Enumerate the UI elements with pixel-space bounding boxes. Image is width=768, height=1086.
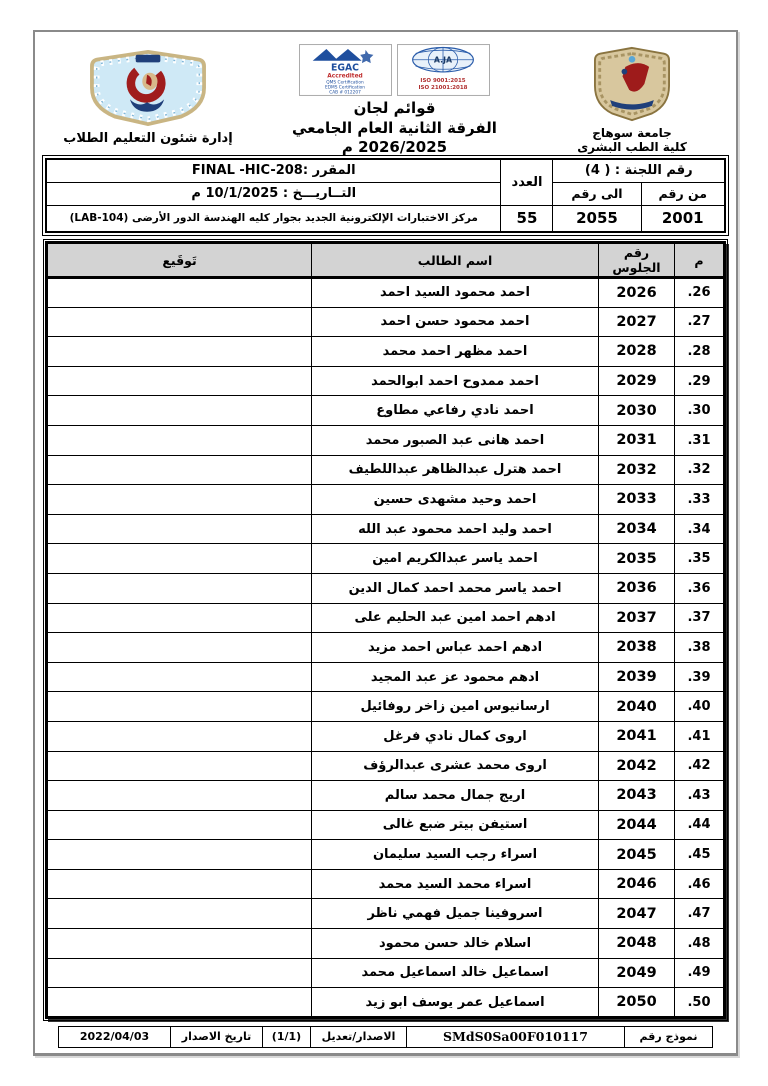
row-number: .44 [675,810,725,840]
student-name: اسراء محمد السيد محمد [312,869,599,899]
student-name: اسروفينا جميل فهمي ناظر [312,899,599,929]
svg-text:EDMS Certification: EDMS Certification [324,85,366,91]
table-row [47,633,725,663]
signature-cell [47,514,312,544]
header [40,38,731,156]
svg-text:Accredited: Accredited [327,73,363,80]
svg-text:ISO 21001:2018: ISO 21001:2018 [418,85,468,92]
signature-cell [47,869,312,899]
row-number: .29 [675,366,725,396]
count-label: العدد [501,159,553,205]
table-row [47,278,725,308]
row-number: .42 [675,751,725,781]
document-subtitle: الفرقة الثانية العام الجامعي 2026/2025 م [292,118,497,156]
seat-number: 2029 [599,366,675,396]
seat-number: 2039 [599,662,675,692]
seat-number: 2035 [599,544,675,574]
table-row [47,485,725,515]
exam-info-table [45,158,726,233]
row-number: .49 [675,958,725,988]
table-row [47,307,725,337]
seat-number: 2028 [599,337,675,367]
table-row [47,662,725,692]
row-number: .27 [675,307,725,337]
university-crest-icon [588,46,676,122]
student-name: اسماعيل خالد اسماعيل محمد [312,958,599,988]
student-name: احمد ياسر محمد احمد كمال الدين [312,573,599,603]
signature-cell [47,781,312,811]
signature-cell [47,810,312,840]
issue-date-label: تاريخ الاصدار [171,1026,263,1047]
row-number: .39 [675,662,725,692]
signature-cell [47,425,312,455]
university-name: جامعة سوهاج [592,126,672,140]
student-name: احمد وحيد مشهدى حسين [312,485,599,515]
signature-cell [47,396,312,426]
aja-iso-icon [397,44,490,96]
header-center [252,40,537,158]
student-name: احمد هانى عبد الصبور محمد [312,425,599,455]
table-row [47,603,725,633]
table-row [47,514,725,544]
faculty-crest-icon [85,50,211,126]
row-number: .40 [675,692,725,722]
row-number: .36 [675,573,725,603]
student-rows [47,278,725,1018]
row-number: .50 [675,988,725,1018]
row-number: .28 [675,337,725,367]
table-row [47,988,725,1018]
signature-cell [47,692,312,722]
signature-cell [47,929,312,959]
faculty-name: كلية الطب البشرى [577,140,687,155]
signature-cell [47,988,312,1018]
seat-number: 2027 [599,307,675,337]
student-table-header [47,243,725,278]
table-row [47,781,725,811]
seat-number: 2049 [599,958,675,988]
seat-number: 2041 [599,721,675,751]
committee-number: رقم اللجنة : ( 4) [553,159,725,182]
department-name: إدارة شئون التعليم الطلاب [63,131,233,146]
row-number: .30 [675,396,725,426]
egac-accreditation-icon [299,44,392,96]
table-row [47,425,725,455]
form-number-value: SMdS0Sa00F010117 [407,1026,625,1047]
accreditation-logos [252,44,537,96]
row-number: .33 [675,485,725,515]
student-name: اسماعيل عمر يوسف ابو زيد [312,988,599,1018]
student-name: احمد محمود حسن احمد [312,307,599,337]
svg-text:A.JA: A.JA [433,55,453,65]
signature-cell [47,662,312,692]
table-row [47,751,725,781]
seat-number: 2040 [599,692,675,722]
seat-number: 2050 [599,988,675,1018]
student-name: ادهم محمود عز عبد المجيد [312,662,599,692]
student-table [45,241,726,1019]
seat-number: 2038 [599,633,675,663]
table-row [47,544,725,574]
row-number: .37 [675,603,725,633]
row-number: .43 [675,781,725,811]
table-row [47,899,725,929]
seat-number: 2034 [599,514,675,544]
row-number: .47 [675,899,725,929]
course-name: المقرر :FINAL -HIC-208 [46,159,501,182]
row-number: .35 [675,544,725,574]
student-name: احمد نادي رفاعي مطاوع [312,396,599,426]
col-header-seat: رقم الجلوس [599,243,675,278]
signature-cell [47,485,312,515]
row-number: .31 [675,425,725,455]
signature-cell [47,307,312,337]
table-row [47,958,725,988]
document-title: قوائم لجان [353,99,436,117]
from-number-value: 2001 [641,205,725,232]
seat-number: 2044 [599,810,675,840]
signature-cell [47,544,312,574]
seat-number: 2047 [599,899,675,929]
seat-number: 2043 [599,781,675,811]
student-name: اروى محمد عشرى عبدالرؤف [312,751,599,781]
seat-number: 2046 [599,869,675,899]
signature-cell [47,721,312,751]
table-row [47,337,725,367]
table-row [47,455,725,485]
seat-number: 2031 [599,425,675,455]
signature-cell [47,603,312,633]
table-row [47,869,725,899]
table-row [47,721,725,751]
row-number: .48 [675,929,725,959]
row-number: .38 [675,633,725,663]
student-name: اسلام خالد حسن محمود [312,929,599,959]
signature-cell [47,455,312,485]
document-frame [33,30,738,1056]
issue-value: (1/1) [263,1026,311,1047]
student-name: استيفن بيتر ضبع غالى [312,810,599,840]
student-name: ادهم احمد امين عبد الحليم على [312,603,599,633]
student-name: احمد ممدوح احمد ابوالحمد [312,366,599,396]
svg-text:EGAC: EGAC [331,62,360,74]
student-name: اسراء رجب السيد سليمان [312,840,599,870]
svg-text:QMS Certification: QMS Certification [326,80,364,86]
seat-number: 2026 [599,278,675,308]
exam-date: التــاريـــخ : 10/1/2025 م [46,182,501,205]
signature-cell [47,337,312,367]
svg-text:ISO 9001:2015: ISO 9001:2015 [420,78,466,85]
table-row [47,692,725,722]
signature-cell [47,751,312,781]
student-name: احمد هترل عبدالظاهر عبداللطيف [312,455,599,485]
count-value: 55 [501,205,553,232]
student-name: اريج جمال محمد سالم [312,781,599,811]
seat-number: 2045 [599,840,675,870]
seat-number: 2036 [599,573,675,603]
issue-date-value: 2022/04/03 [59,1026,171,1047]
table-row [47,366,725,396]
table-row [47,840,725,870]
exam-venue: مركز الاختبارات الإلكترونية الجديد بجوار كليه الهندسة الدور الأرضى (LAB-104) [46,205,501,232]
row-number: .32 [675,455,725,485]
seat-number: 2037 [599,603,675,633]
seat-number: 2042 [599,751,675,781]
table-row [47,810,725,840]
student-name: احمد وليد احمد محمود عبد الله [312,514,599,544]
signature-cell [47,899,312,929]
signature-cell [47,633,312,663]
col-header-name: اسم الطالب [312,243,599,278]
seat-number: 2030 [599,396,675,426]
row-number: .26 [675,278,725,308]
student-name: احمد ياسر عبدالكريم امين [312,544,599,574]
seat-number: 2033 [599,485,675,515]
signature-cell [47,573,312,603]
student-name: ادهم احمد عباس احمد مزيد [312,633,599,663]
student-name: ارسانيوس امين زاخر روفائيل [312,692,599,722]
issue-label: الاصدار/تعديل [311,1026,407,1047]
department-block [44,40,252,146]
student-name: احمد مظهر احمد محمد [312,337,599,367]
to-number-value: 2055 [553,205,641,232]
seat-number: 2032 [599,455,675,485]
table-row [47,573,725,603]
table-row [47,929,725,959]
student-name: اروى كمال نادي فرغل [312,721,599,751]
row-number: .41 [675,721,725,751]
col-header-signature: تَوقَيع [47,243,312,278]
seat-number: 2048 [599,929,675,959]
col-header-number: م [675,243,725,278]
signature-cell [47,366,312,396]
table-row [47,396,725,426]
from-number-label: من رقم [641,182,725,205]
student-name: احمد محمود السيد احمد [312,278,599,308]
row-number: .46 [675,869,725,899]
signature-cell [47,958,312,988]
to-number-label: الى رقم [553,182,641,205]
svg-text:CAB # 012207: CAB # 012207 [329,90,361,96]
signature-cell [47,278,312,308]
row-number: .45 [675,840,725,870]
signature-cell [47,840,312,870]
form-footer [58,1026,713,1048]
university-block [537,40,727,155]
row-number: .34 [675,514,725,544]
form-number-label: نموذج رقم [625,1026,713,1047]
